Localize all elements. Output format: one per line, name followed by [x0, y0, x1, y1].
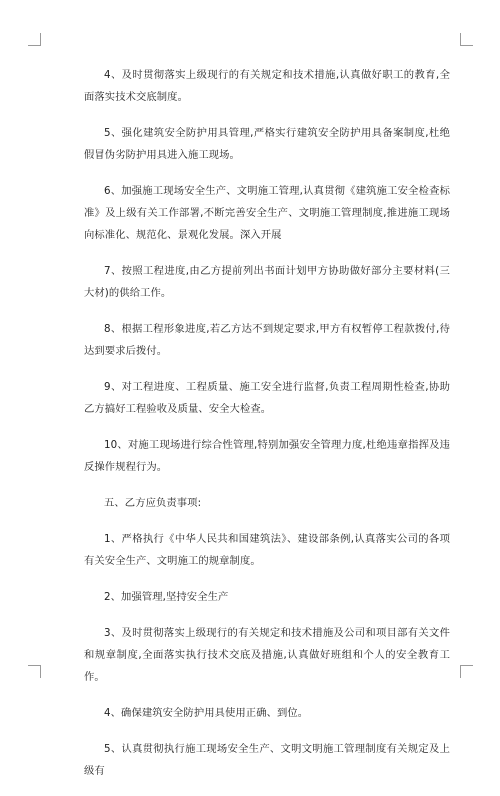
document-body: [84, 64, 450, 796]
paragraph: 9、对工程进度、工程质量、施工安全进行监督,负责工程周期性检查,协助乙方搞好工程验收及质量、安全大检查。: [84, 381, 450, 415]
paragraph: 4、确保建筑安全防护用具使用正确、到位。: [104, 707, 309, 719]
section-heading: 五、乙方应负责事项:: [104, 497, 202, 509]
paragraph: 7、按照工程进度,由乙方提前列出书面计划甲方协助做好部分主要材料(三大材)的供给工作。: [84, 265, 450, 299]
paragraph: 3、及时贯彻落实上级现行的有关规定和技术措施及公司和项目部有关文件和规章制度,全面落实执行技术交底及措施,认真做好班组和个人的安全教育工作。: [84, 627, 450, 683]
paragraph: 1、严格执行《中华人民共和国建筑法》、建设部条例,认真落实公司的各项有关安全生产、文明施工的规章制度。: [84, 533, 450, 567]
crop-mark-bottom-left: [28, 665, 41, 678]
paragraph: 5、认真贯彻执行施工现场安全生产、文明文明施工管理制度有关规定及上级有: [84, 743, 450, 777]
crop-mark-bottom-right: [460, 665, 473, 678]
paragraph: 2、加强管理,坚持安全生产: [104, 591, 229, 603]
paragraph: 4、及时贯彻落实上级现行的有关规定和技术措施,认真做好职工的教育,全面落实技术交底制度。: [84, 69, 450, 103]
crop-mark-top-left: [28, 33, 41, 46]
paragraph: 5、强化建筑安全防护用具管理,严格实行建筑安全防护用具备案制度,杜绝假冒伪劣防护用具进入施工现场。: [84, 127, 450, 161]
crop-mark-top-right: [460, 33, 473, 46]
paragraph: 10、对施工现场进行综合性管理,特别加强安全管理力度,杜绝违章指挥及违反操作规程行为。: [84, 439, 450, 473]
paragraph: 6、加强施工现场安全生产、文明施工管理,认真贯彻《建筑施工安全检查标准》及上级有关工作部署,不断完善安全生产、文明施工管理制度,推进施工现场向标准化、规范化、景观化发展。深入开展: [84, 185, 450, 241]
paragraph: 8、根据工程形象进度,若乙方达不到规定要求,甲方有权暂停工程款拨付,待达到要求后拨付。: [84, 323, 450, 357]
